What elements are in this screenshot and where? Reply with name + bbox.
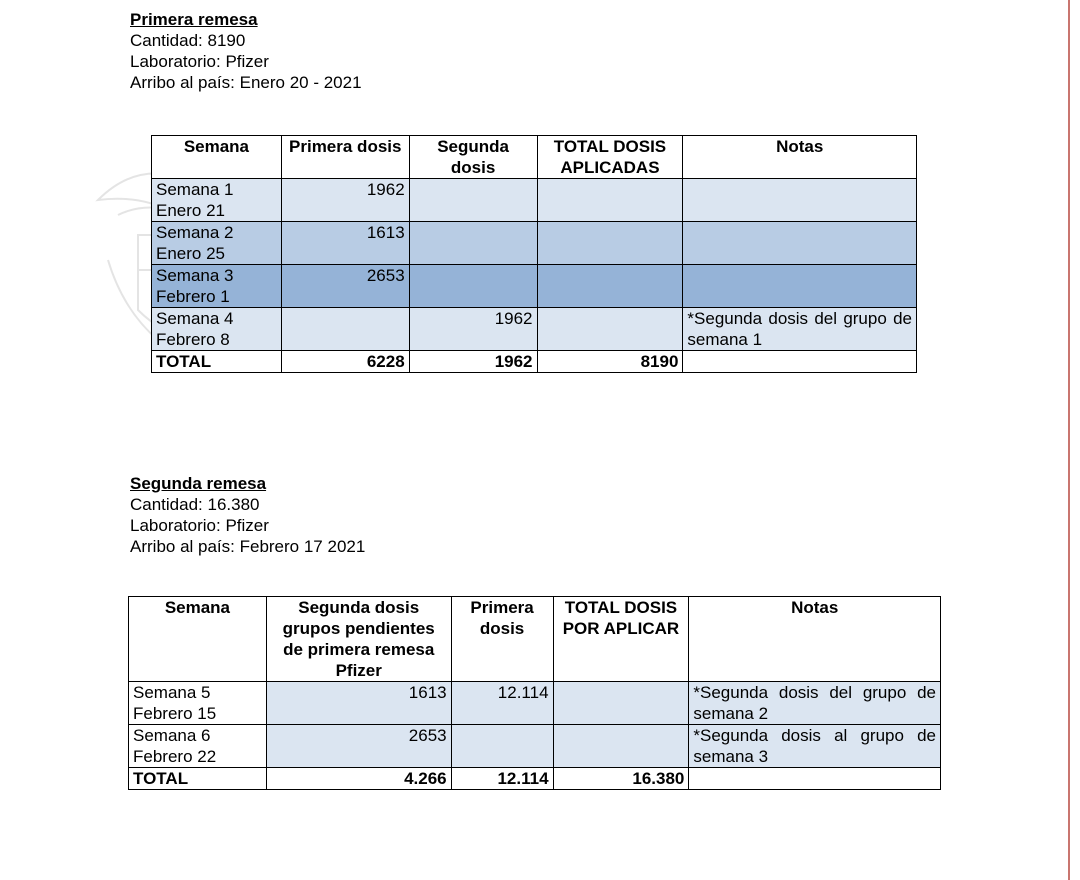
total-label: TOTAL <box>152 351 282 373</box>
header-segunda-dosis-pendientes: Segunda dosis grupos pendientes de primera remesa Pfizer <box>266 597 451 682</box>
notas-cell <box>683 265 917 308</box>
total-label: TOTAL <box>129 768 267 790</box>
total-cell <box>553 725 689 768</box>
segunda-dosis-cell <box>409 265 537 308</box>
segunda-dosis-cell: 1613 <box>266 682 451 725</box>
notas-cell: *Segunda dosis del grupo de semana 2 <box>689 682 941 725</box>
primera-remesa-info <box>130 9 362 93</box>
total-notas <box>683 351 917 373</box>
notas-cell: *Segunda dosis del grupo de semana 1 <box>683 308 917 351</box>
total-por-aplicar: 16.380 <box>553 768 689 790</box>
segunda-remesa-laboratorio: Laboratorio: Pfizer <box>130 516 269 535</box>
notas-cell <box>683 179 917 222</box>
header-total-dosis: TOTAL DOSIS APLICADAS <box>537 136 683 179</box>
semana-cell: Semana 4 Febrero 8 <box>152 308 282 351</box>
segunda-remesa-cantidad: Cantidad: 16.380 <box>130 495 260 514</box>
table-row <box>129 682 941 725</box>
table-header-row <box>152 136 917 179</box>
primera-dosis-cell: 12.114 <box>451 682 553 725</box>
header-notas: Notas <box>689 597 941 682</box>
total-cell <box>553 682 689 725</box>
primera-remesa-title: Primera remesa <box>130 10 258 29</box>
header-total-por-aplicar: TOTAL DOSIS POR APLICAR <box>553 597 689 682</box>
total-notas <box>689 768 941 790</box>
segunda-remesa-title: Segunda remesa <box>130 474 267 493</box>
table-row <box>152 179 917 222</box>
total-cell <box>537 265 683 308</box>
semana-cell: Semana 6 Febrero 22 <box>129 725 267 768</box>
table-header-row <box>129 597 941 682</box>
header-primera-dosis: Primera dosis <box>281 136 409 179</box>
table-row <box>129 725 941 768</box>
header-semana: Semana <box>129 597 267 682</box>
total-cell <box>537 179 683 222</box>
total-dosis-aplicadas: 8190 <box>537 351 683 373</box>
table-row <box>152 265 917 308</box>
total-row <box>129 768 941 790</box>
primera-remesa-laboratorio: Laboratorio: Pfizer <box>130 52 269 71</box>
segunda-dosis-cell <box>409 179 537 222</box>
total-segunda-dosis: 4.266 <box>266 768 451 790</box>
notas-cell <box>683 222 917 265</box>
semana-cell: Semana 1 Enero 21 <box>152 179 282 222</box>
segunda-dosis-cell <box>409 222 537 265</box>
header-primera-dosis: Primera dosis <box>451 597 553 682</box>
primera-dosis-cell: 1613 <box>281 222 409 265</box>
page-border <box>1068 0 1070 880</box>
segunda-dosis-cell: 1962 <box>409 308 537 351</box>
primera-remesa-table <box>151 135 917 373</box>
header-segunda-dosis: Segunda dosis <box>409 136 537 179</box>
segunda-remesa-table <box>128 596 941 790</box>
header-notas: Notas <box>683 136 917 179</box>
header-semana: Semana <box>152 136 282 179</box>
primera-remesa-cantidad: Cantidad: 8190 <box>130 31 246 50</box>
primera-dosis-cell: 2653 <box>281 265 409 308</box>
semana-cell: Semana 3 Febrero 1 <box>152 265 282 308</box>
total-cell <box>537 222 683 265</box>
segunda-remesa-arribo: Arribo al país: Febrero 17 2021 <box>130 537 366 556</box>
segunda-remesa-info <box>130 473 365 557</box>
primera-remesa-arribo: Arribo al país: Enero 20 - 2021 <box>130 73 362 92</box>
semana-cell: Semana 5 Febrero 15 <box>129 682 267 725</box>
primera-dosis-cell: 1962 <box>281 179 409 222</box>
table-row <box>152 222 917 265</box>
primera-dosis-cell <box>451 725 553 768</box>
total-primera-dosis: 6228 <box>281 351 409 373</box>
semana-cell: Semana 2 Enero 25 <box>152 222 282 265</box>
primera-dosis-cell <box>281 308 409 351</box>
segunda-dosis-cell: 2653 <box>266 725 451 768</box>
total-cell <box>537 308 683 351</box>
total-primera-dosis: 12.114 <box>451 768 553 790</box>
total-segunda-dosis: 1962 <box>409 351 537 373</box>
total-row <box>152 351 917 373</box>
table-row <box>152 308 917 351</box>
notas-cell: *Segunda dosis al grupo de semana 3 <box>689 725 941 768</box>
